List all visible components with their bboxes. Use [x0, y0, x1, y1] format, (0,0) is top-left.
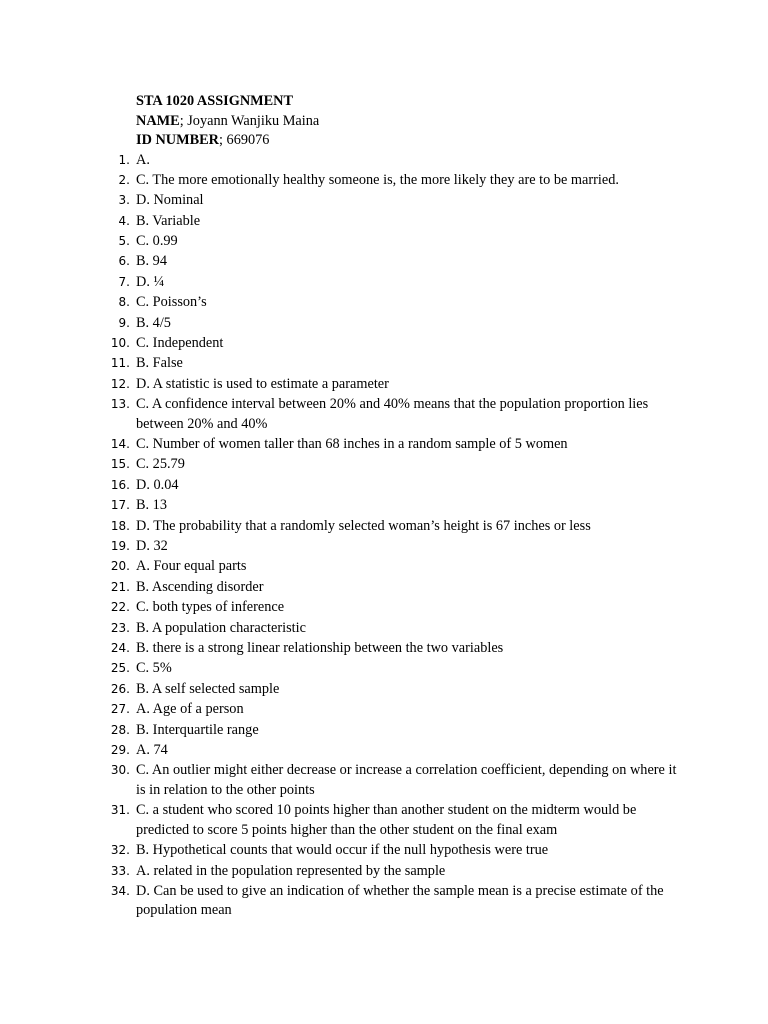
answer-number: 7. — [118, 274, 130, 289]
answer-item — [0, 435, 768, 455]
answer-item — [0, 496, 768, 516]
answer-item — [0, 721, 768, 741]
answer-text: D. 0.04 — [136, 476, 179, 493]
answer-item — [0, 598, 768, 618]
answer-item — [0, 537, 768, 557]
answer-number: 29. — [110, 742, 130, 757]
answer-item — [0, 395, 768, 434]
answer-item — [0, 334, 768, 354]
answer-text: A. 74 — [136, 741, 168, 758]
answer-text: B. there is a strong linear relationship between the two variables — [136, 639, 504, 656]
answer-number: 14. — [110, 437, 130, 452]
answer-text: C. An outlier might either decrease or increase a correlation coefficient, depending on where it is in relation to the other points — [136, 762, 677, 798]
answer-number: 30. — [110, 763, 130, 778]
answer-item — [0, 619, 768, 639]
answer-number: 31. — [110, 803, 130, 818]
answer-text: D. The probability that a randomly selected woman’s height is 67 inches or less — [136, 517, 591, 534]
answer-item — [0, 557, 768, 577]
answer-number: 23. — [110, 620, 130, 635]
answer-text: C. a student who scored 10 points higher than another student on the midterm would be predicted to score 5 points higher than the other student on the final exam — [136, 802, 637, 838]
answer-text: C. both types of inference — [136, 599, 285, 616]
answer-number: 32. — [110, 843, 130, 858]
answer-text: D. ¼ — [136, 273, 165, 290]
answer-text: B. Interquartile range — [136, 721, 259, 738]
answer-item — [0, 171, 768, 191]
answer-text: D. 32 — [136, 538, 168, 555]
answer-number: 26. — [110, 681, 130, 696]
id-line — [136, 131, 768, 151]
answer-number: 2. — [118, 172, 130, 187]
answer-item — [0, 841, 768, 861]
answer-number: 24. — [110, 640, 130, 655]
answer-item — [0, 862, 768, 882]
answer-number: 10. — [110, 336, 130, 351]
id-value: ; 669076 — [219, 132, 270, 148]
answer-item — [0, 273, 768, 293]
answer-number: 22. — [110, 600, 130, 615]
answer-item — [0, 476, 768, 496]
answer-text: C. 0.99 — [136, 233, 178, 250]
answer-text: A. Four equal parts — [136, 558, 247, 575]
answer-number: 33. — [110, 863, 130, 878]
answer-text: B. Hypothetical counts that would occur if the null hypothesis were true — [136, 842, 549, 859]
answer-item — [0, 517, 768, 537]
answer-text: C. Poisson’s — [136, 294, 207, 311]
answer-text: C. The more emotionally healthy someone is, the more likely they are to be married. — [136, 171, 619, 188]
answer-number: 9. — [118, 315, 130, 330]
name-value: ; Joyann Wanjiku Maina — [179, 112, 320, 129]
answer-number: 11. — [110, 356, 130, 371]
answer-item — [0, 578, 768, 598]
answer-number: 1. — [118, 152, 130, 167]
answer-text: C. Independent — [136, 335, 224, 352]
answer-item — [0, 761, 768, 800]
answer-number: 20. — [110, 559, 130, 574]
answer-number: 3. — [118, 193, 130, 208]
answer-number: 4. — [118, 213, 130, 228]
answer-number: 34. — [110, 883, 130, 898]
answer-number: 15. — [110, 457, 130, 472]
answer-number: 25. — [110, 661, 130, 676]
answer-text: D. A statistic is used to estimate a parameter — [136, 375, 389, 392]
answer-number: 13. — [110, 397, 130, 412]
answer-text: D. Nominal — [136, 192, 204, 209]
answer-text: B. 4/5 — [136, 314, 171, 331]
document-title: STA 1020 ASSIGNMENT — [136, 93, 294, 109]
answer-number: 6. — [118, 254, 130, 269]
answer-number: 27. — [110, 702, 130, 717]
answer-text: B. False — [136, 355, 183, 372]
answer-item — [0, 455, 768, 475]
answer-text: B. A population characteristic — [136, 619, 306, 636]
answer-item — [0, 882, 768, 921]
answer-item — [0, 252, 768, 272]
answer-item — [0, 314, 768, 334]
answer-text: C. 5% — [136, 660, 172, 677]
answer-item — [0, 212, 768, 232]
answer-item — [0, 293, 768, 313]
answer-item — [0, 700, 768, 720]
name-line — [136, 112, 768, 132]
answer-text: B. 94 — [136, 253, 167, 270]
answer-item — [0, 191, 768, 211]
answer-text: A. Age of a person — [136, 701, 244, 718]
answer-text: C. Number of women taller than 68 inches in a random sample of 5 women — [136, 436, 568, 453]
answer-item — [0, 801, 768, 840]
answer-item — [0, 151, 768, 171]
answer-item — [0, 232, 768, 252]
answer-item — [0, 659, 768, 679]
answer-number: 28. — [110, 722, 130, 737]
answer-text: D. Can be used to give an indication of whether the sample mean is a precise estimate of the population mean — [136, 882, 664, 919]
answer-text: A. related in the population represented by the sample — [136, 862, 446, 879]
answer-number: 8. — [118, 295, 130, 310]
document-page — [0, 92, 768, 922]
answer-item — [0, 354, 768, 374]
answer-item — [0, 375, 768, 395]
answer-list — [0, 151, 768, 921]
answer-text: A. — [136, 151, 150, 168]
answer-text: C. 25.79 — [136, 456, 185, 473]
answer-number: 21. — [110, 579, 130, 594]
answer-number: 16. — [110, 477, 130, 492]
answer-item — [0, 639, 768, 659]
answer-number: 18. — [110, 518, 130, 533]
answer-item — [0, 680, 768, 700]
answer-number: 19. — [110, 539, 130, 554]
answer-text: B. Variable — [136, 212, 201, 229]
answer-item — [0, 741, 768, 761]
name-label: NAME — [136, 112, 180, 129]
answer-text: B. Ascending disorder — [136, 578, 264, 595]
answer-number: 12. — [110, 376, 130, 391]
answer-text: B. 13 — [136, 497, 167, 514]
answer-text: C. A confidence interval between 20% and 40% means that the population proportion lies between 20% and 40% — [136, 396, 649, 432]
answer-number: 5. — [118, 234, 130, 249]
id-label: ID NUMBER — [136, 132, 220, 148]
answer-number: 17. — [110, 498, 130, 513]
answer-text: B. A self selected sample — [136, 680, 280, 697]
